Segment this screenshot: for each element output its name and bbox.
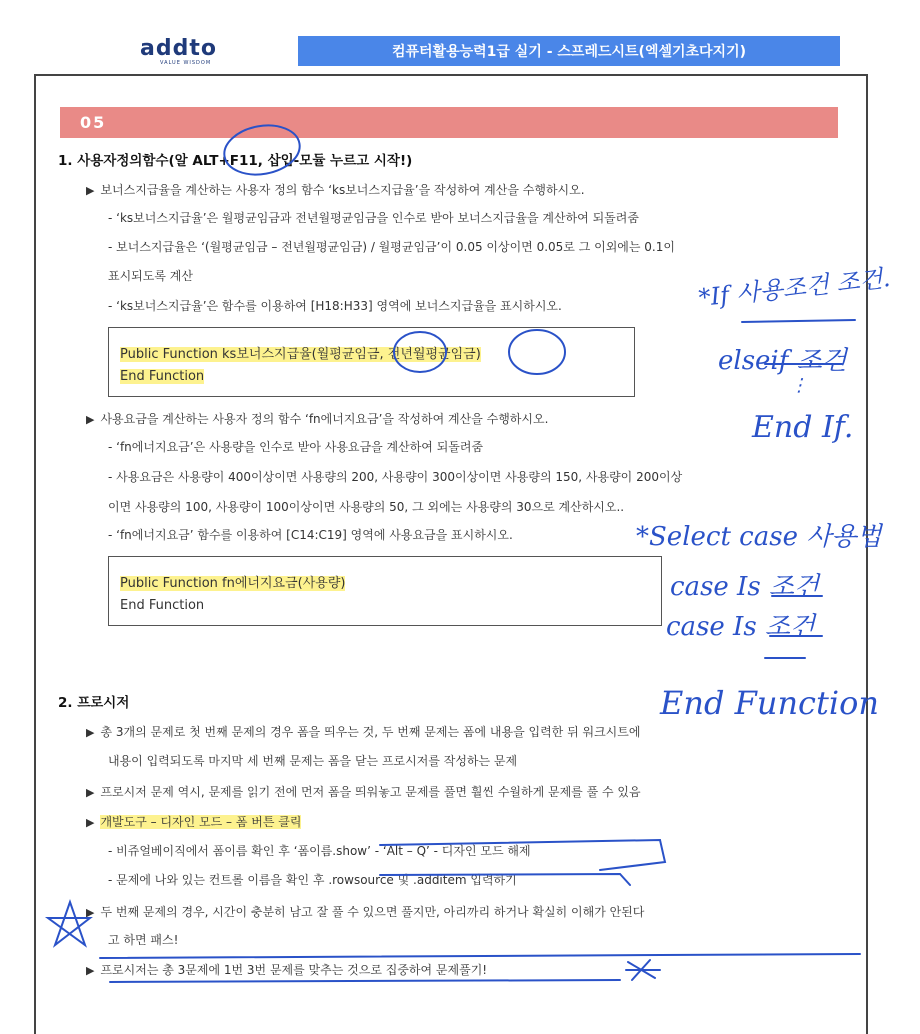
ink-mark <box>626 960 660 980</box>
section-number-bar: 05 <box>60 107 838 138</box>
part2-heading: 2. 프로시저 <box>58 695 130 711</box>
bullet-triangle-icon: ▶ <box>86 786 95 799</box>
task2-line: - ‘fn에너지요금’ 함수를 이용하여 [C14:C19] 영역에 사용요금을 표시하시오. <box>108 528 513 542</box>
ink-underline <box>100 954 860 958</box>
bullet-triangle-icon: ▶ <box>86 964 95 977</box>
ink-star-mark <box>48 902 90 945</box>
code-line: Public Function ks보너스지급율(월평균임금, 전년월평균임금) <box>120 347 481 362</box>
task2-bullet: ▶ 사용요금을 계산하는 사용자 정의 함수 ‘fn에너지요금’을 작성하여 계산을 수행하시오. <box>86 412 549 426</box>
task2-line: 이면 사용량의 100, 사용량이 100이상이면 사용량의 50, 그 외에는 사용량의 30으로 계산하시오.. <box>108 500 625 514</box>
ink-underline <box>110 980 620 982</box>
part1-heading: 1. 사용자정의함수(알 ALT+F11, 삽입-모듈 누르고 시작!) <box>58 153 413 169</box>
task2-line: - ‘fn에너지요금’은 사용량을 인수로 받아 사용요금을 계산하여 되돌려줌 <box>108 440 484 454</box>
part2-bullet: ▶ 프로시저는 총 3문제에 1번 3번 문제를 맞추는 것으로 집중하여 문제풀기! <box>86 963 488 977</box>
part2-bullet: ▶ 총 3개의 문제로 첫 번째 문제의 경우 폼을 띄우는 것, 두 번째 문제는 폼에 내용을 입력한 뒤 워크시트에 <box>86 725 641 739</box>
task1-bullet: ▶ 보너스지급율을 계산하는 사용자 정의 함수 ‘ks보너스지급율’을 작성하여 계산을 수행하시오. <box>86 183 585 197</box>
handwritten-if-note: *If 사용조건 조건. <box>697 264 892 312</box>
task1-line: 표시되도록 계산 <box>108 269 193 283</box>
bullet-triangle-icon: ▶ <box>86 816 95 829</box>
task1-line: - ‘ks보너스지급율’은 함수를 이용하여 [H18:H33] 영역에 보너스지급율을 표시하시오. <box>108 299 562 313</box>
task2-line: - 사용요금은 사용량이 400이상이면 사용량의 200, 사용량이 300이상이면 사용량의 150, 사용량이 200이상 <box>108 470 683 484</box>
logo-subtitle: VALUE WISDOM <box>160 60 212 66</box>
ink-circle-param1 <box>394 332 446 372</box>
code-line: End Function <box>120 369 205 384</box>
code-line: End Function <box>120 598 205 613</box>
part2-bullet: ▶ 개발도구 – 디자인 모드 – 폼 버튼 클릭 <box>86 815 302 829</box>
part2-bullet-cont: 고 하면 패스! <box>108 933 179 947</box>
handwritten-endif-note: End If. <box>752 410 854 445</box>
part2-bullet-cont: 내용이 입력되도록 마지막 세 번째 문제는 폼을 닫는 프로시저를 작성하는 문제 <box>108 754 518 768</box>
part2-bullet: ▶ 프로시저 문제 역시, 문제를 읽기 전에 먼저 폼을 띄워놓고 문제를 풀면 훨씬 수월하게 문제를 풀 수 있음 <box>86 785 641 799</box>
bullet-triangle-icon: ▶ <box>86 726 95 739</box>
ink-underline <box>742 320 855 322</box>
handwritten-dots: ⋮ <box>790 375 808 396</box>
code-line: Public Function fn에너지요금(사용량) <box>120 576 346 591</box>
ink-circle-param2 <box>509 330 565 374</box>
handwritten-case1: case Is 조건 <box>670 572 820 602</box>
handwritten-select-note: *Select case 사용법 <box>636 522 882 552</box>
bullet-triangle-icon: ▶ <box>86 906 95 919</box>
bullet-triangle-icon: ▶ <box>86 413 95 426</box>
handwritten-elseif-note: elseif 조건 <box>718 346 847 376</box>
task1-line: - ‘ks보너스지급율’은 월평균임금과 전년월평균임금을 인수로 받아 보너스지급율을 계산하여 되돌려줌 <box>108 211 639 225</box>
bullet-triangle-icon: ▶ <box>86 184 95 197</box>
header-title-bar: 컴퓨터활용능력1급 실기 - 스프레드시트(엑셀기초다지기) <box>298 36 840 66</box>
part2-sub: - 비쥬얼베이직에서 폼이름 확인 후 ‘폼이름.show’ - ‘Alt – Q’ - 디자인 모드 해제 <box>108 844 531 858</box>
ink-bracket <box>380 840 665 870</box>
part2-bullet: ▶ 두 번째 문제의 경우, 시간이 충분히 남고 잘 풀 수 있으면 풀지만, 아리까리 하거나 확실히 이해가 안된다 <box>86 905 645 919</box>
handwritten-case2: case Is 조건 <box>666 612 816 642</box>
ink-circle-altf11 <box>220 120 303 180</box>
ink-bracket <box>380 874 630 885</box>
handwritten-endfunc: End Function <box>660 684 879 722</box>
part2-sub: - 문제에 나와 있는 컨트롤 이름을 확인 후 .rowsource 및 .additem 입력하기 <box>108 873 517 887</box>
logo: addto <box>140 36 217 61</box>
task1-line: - 보너스지급율은 ‘(월평균임금 – 전년월평균임금) / 월평균임금’이 0.05 이상이면 0.05로 그 이외에는 0.1이 <box>108 240 675 254</box>
